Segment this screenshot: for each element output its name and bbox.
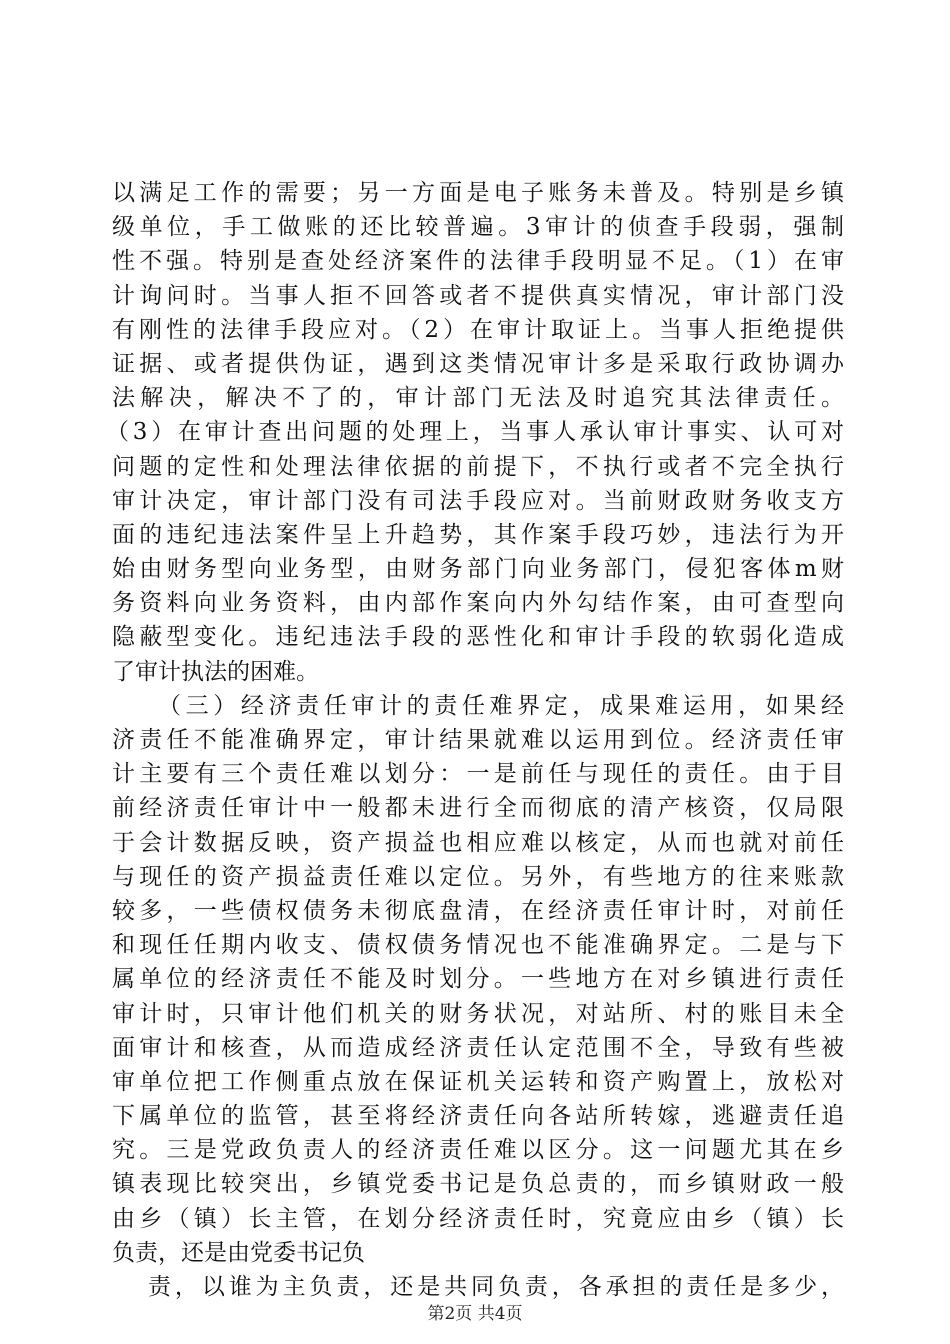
text-line: 于会计数据反映，资产损益也相应难以核定，从而也就对前任 [112, 829, 844, 856]
text-line: 由乡（镇）长主管，在划分经济责任时，究竟应由乡（镇）长 [112, 1205, 844, 1232]
text-line: 面的违纪违法案件呈上升趋势，其作案手段巧妙，违法行为开 [112, 521, 844, 548]
text-line: 前经济责任审计中一般都未进行全而彻底的清产核资，仅局限 [112, 795, 844, 822]
text-line: 审单位把工作侧重点放在保证机关运转和资产购置上，放松对 [112, 1068, 844, 1095]
text-line: 法解决，解决不了的，审计部门无法及时追究其法律责任。 [112, 385, 844, 412]
text-line: 计询问时。当事人拒不回答或者不提供真实情况，审计部门没 [112, 282, 844, 309]
text-line: 性不强。特别是查处经济案件的法律手段明显不足。（1）在审 [112, 248, 844, 275]
text-line: 以满足工作的需要；另一方面是电子账务未普及。特别是乡镇 [112, 180, 844, 206]
text-line: 镇表现比较突出，乡镇党委书记是负总责的，而乡镇财政一般 [112, 1171, 844, 1198]
text-line: （3）在审计查出问题的处理上，当事人承认审计事实、认可对 [106, 419, 844, 446]
text-line: 证据、或者提供伪证，遇到这类情况审计多是采取行政协调办 [112, 350, 844, 377]
paragraph-end-line: 负责，还是由党委书记负 [112, 1239, 365, 1266]
text-line: 级单位，手工做账的还比较普遍。3审计的侦查手段弱，强制 [112, 214, 844, 241]
text-line: 属单位的经济责任不能及时划分。一些地方在对乡镇进行责任 [112, 966, 844, 993]
text-line: 下属单位的监管，甚至将经济责任向各站所转嫁，逃避责任追 [112, 1103, 844, 1130]
paragraph-end-line: 了审计执法的困难。 [112, 658, 319, 685]
text-line: 审计时，只审计他们机关的财务状况，对站所、村的账目未全 [112, 1000, 844, 1027]
text-line: 济责任不能准确界定，审计结果就难以运用到位。经济责任审 [112, 727, 844, 753]
text-line: 隐蔽型变化。违纪违法手段的恶性化和审计手段的软弱化造成 [112, 624, 844, 651]
document-body [106, 176, 844, 1304]
text-line: 较多，一些债权债务未彻底盘清，在经济责任审计时，对前任 [112, 897, 844, 924]
text-line: 问题的定性和处理法律依据的前提下，不执行或者不完全执行 [112, 453, 844, 480]
page-footer: 第2页 共4页 [427, 1304, 523, 1324]
text-line: 始由财务型向业务型，由财务部门向业务部门，侵犯客体m财 [112, 556, 844, 583]
text-line: 审计决定，审计部门没有司法手段应对。当前财政财务收支方 [112, 487, 844, 514]
text-line: 务资料向业务资料，由内部作案向内外勾结作案，由可查型向 [112, 590, 844, 617]
text-line: 和现任任期内收支、债权债务情况也不能准确界定。二是与下 [112, 932, 844, 959]
text-line: 计主要有三个责任难以划分：一是前任与现任的责任。由于目 [112, 761, 844, 788]
section-heading-line: （三）经济责任审计的责任难界定，成果难运用，如果经 [158, 692, 844, 719]
text-line: 与现任的资产损益责任难以定位。另外，有些地方的往来账款 [112, 863, 844, 890]
text-line: 责，以谁为主负责，还是共同负责，各承担的责任是多少， [148, 1274, 844, 1300]
text-line: 有刚性的法律手段应对。（2）在审计取证上。当事人拒绝提供 [112, 316, 844, 343]
text-line: 究。三是党政负责人的经济责任难以区分。这一问题尤其在乡 [112, 1137, 844, 1164]
text-line: 面审计和核查，从而造成经济责任认定范围不全，导致有些被 [112, 1034, 844, 1061]
